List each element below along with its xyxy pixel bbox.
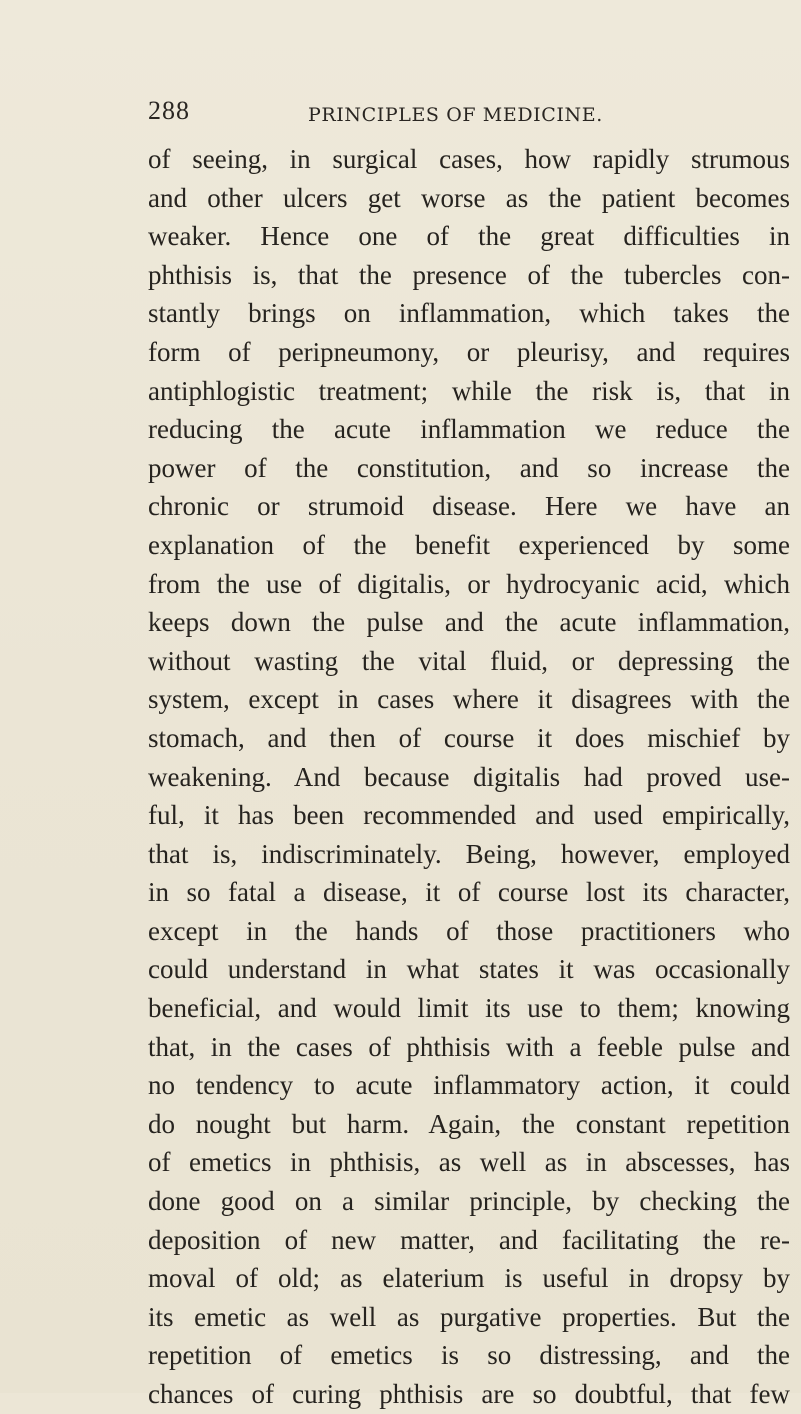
text-line: repetition of emetics is so distressing, and the: [148, 1340, 790, 1371]
text-line: except in the hands of those practitioners who: [148, 915, 790, 946]
text-line: weakening. And because digitalis had proved use-: [148, 761, 790, 792]
text-line: that is, indiscriminately. Being, however, employed: [148, 838, 790, 869]
text-line: from the use of digitalis, or hydrocyanic acid, which: [148, 568, 790, 599]
text-line: form of peripneumony, or pleurisy, and requires: [148, 336, 790, 367]
text-line: beneficial, and would limit its use to them; knowing: [148, 993, 790, 1024]
text-line: no tendency to acute inflammatory action, it could: [148, 1070, 790, 1101]
text-line: ful, it has been recommended and used empirically,: [148, 800, 790, 831]
text-line: explanation of the benefit experienced by some: [148, 529, 790, 560]
text-line: of seeing, in surgical cases, how rapidly strumous: [148, 144, 790, 174]
text-line: do nought but harm. Again, the constant repetition: [148, 1108, 790, 1139]
text-line: done good on a similar principle, by checking the: [148, 1186, 790, 1217]
text-line: moval of old; as elaterium is useful in dropsy by: [148, 1263, 790, 1294]
text-line: phthisis is, that the presence of the tubercles con-: [148, 259, 790, 290]
text-line: stantly brings on inflammation, which takes the: [148, 298, 790, 329]
text-line: reducing the acute inflammation we reduce the: [148, 414, 790, 445]
text-line: its emetic as well as purgative properties. But the: [148, 1301, 790, 1332]
text-line: keeps down the pulse and the acute inflammation,: [148, 607, 790, 638]
text-line: system, except in cases where it disagrees with the: [148, 684, 790, 715]
text-line: stomach, and then of course it does mischief by: [148, 722, 790, 753]
text-line: weaker. Hence one of the great difficulties in: [148, 221, 790, 252]
text-line: antiphlogistic treatment; while the risk is, that in: [148, 375, 790, 406]
text-line: of emetics in phthisis, as well as in abscesses, has: [148, 1147, 790, 1178]
text-line: deposition of new matter, and facilitating the re-: [148, 1224, 790, 1255]
text-line: chances of curing phthisis are so doubtful, that few: [148, 1379, 790, 1409]
text-line: in so fatal a disease, it of course lost its character,: [148, 877, 790, 908]
page-header: [148, 96, 788, 136]
body-text: [148, 140, 790, 1414]
text-line: that, in the cases of phthisis with a feeble pulse and: [148, 1031, 790, 1062]
page-number: 288: [148, 96, 190, 125]
text-line: power of the constitution, and so increase the: [148, 452, 790, 483]
text-line: and other ulcers get worse as the patient becomes: [148, 182, 790, 213]
text-line: without wasting the vital fluid, or depressing the: [148, 645, 790, 676]
text-line: chronic or strumoid disease. Here we have an: [148, 491, 790, 522]
text-line: could understand in what states it was occasionally: [148, 954, 790, 985]
running-head: PRINCIPLES OF MEDICINE.: [308, 104, 603, 126]
